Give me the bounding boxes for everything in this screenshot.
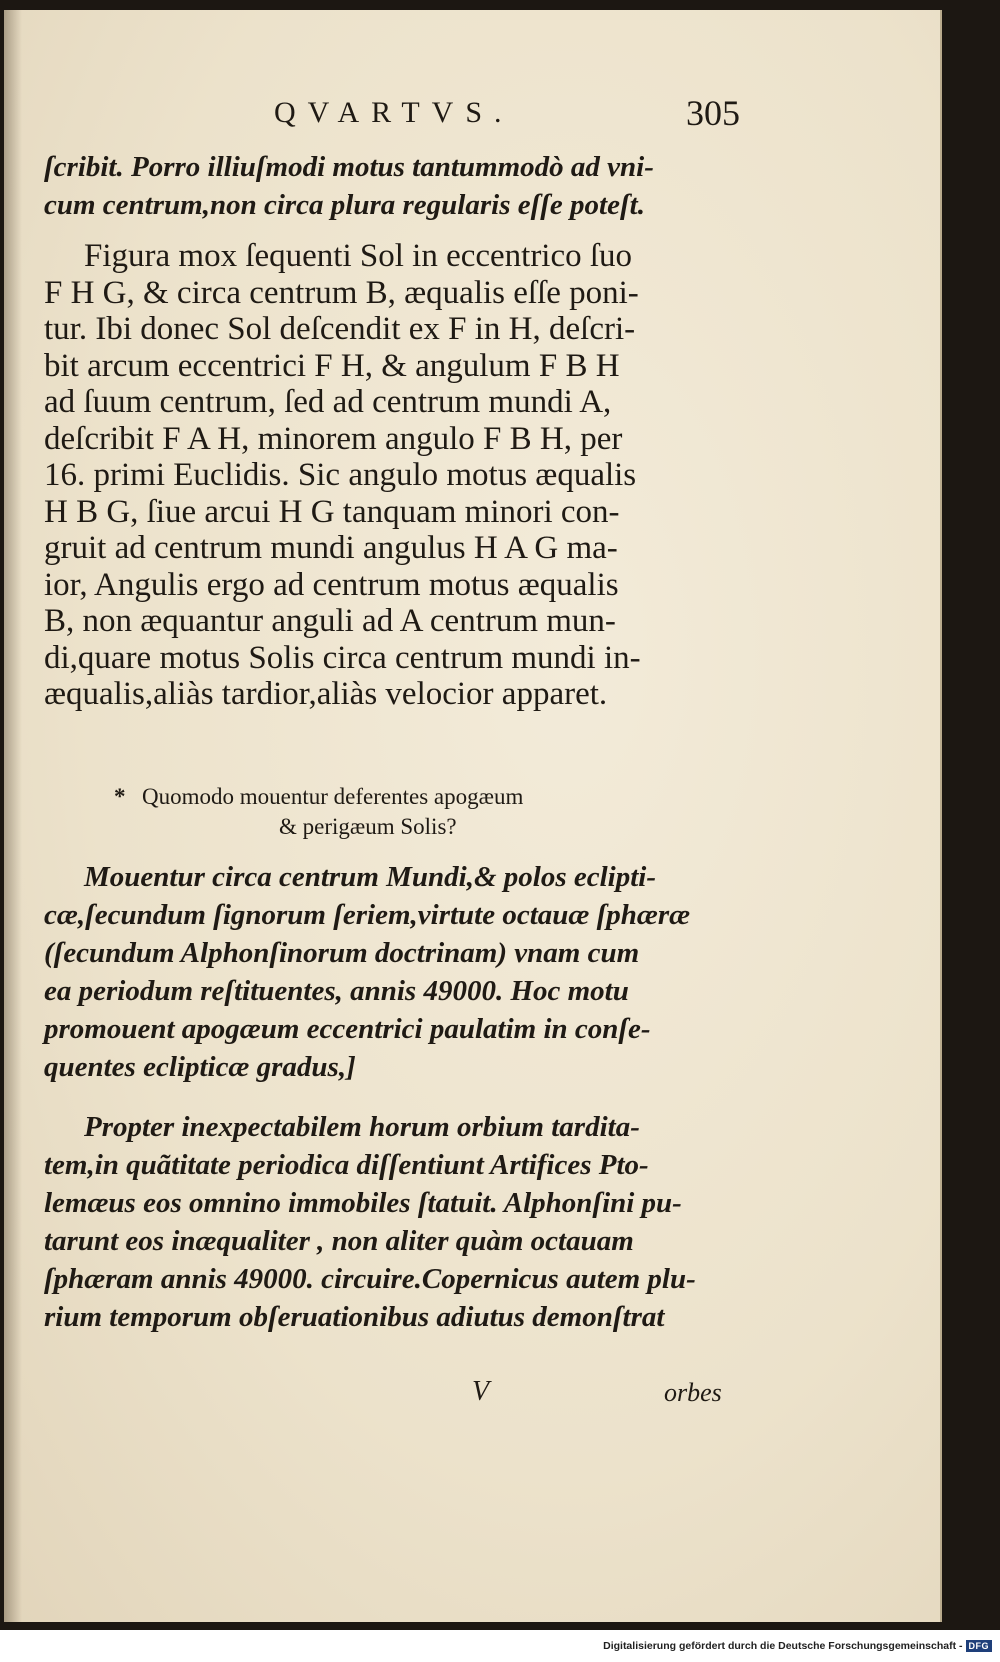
question-heading	[114, 782, 714, 842]
paragraph-2	[44, 238, 744, 713]
paragraph-3	[44, 858, 744, 1086]
credit-text: Digitalisierung gefördert durch die Deutsche Forschungsgemeinschaft -	[603, 1640, 963, 1652]
question-line-1	[114, 782, 714, 812]
text-line: H B G, ſiue arcui H G tanquam minori con-	[44, 493, 620, 530]
catchword: orbes	[664, 1378, 722, 1407]
question-text: Quomodo mouentur deferentes apogæum	[142, 784, 524, 809]
text-line: B, non æquantur anguli ad A centrum mun-	[44, 603, 616, 639]
page-number: 305	[686, 93, 740, 133]
text-line: quentes eclipticæ gradus,]	[44, 1051, 356, 1083]
text-line: Figura mox ſequenti Sol in eccentrico ſuo	[84, 238, 633, 274]
text-line: tur. Ibi donec Sol deſcendit ex F in H, deſcri-	[44, 311, 636, 347]
text-line: ad ſuum centrum, ſed ad centrum mundi A,	[44, 384, 612, 420]
page-footer	[4, 1376, 940, 1416]
signature-mark: V	[472, 1376, 490, 1407]
text-line: Mouentur circa centrum Mundi,& polos eclipti-	[84, 861, 656, 893]
running-head: QVARTVS.	[274, 96, 514, 129]
text-line: di,quare motus Solis circa centrum mundi in-	[44, 639, 641, 676]
text-line: lemæus eos omnino immobiles ſtatuit. Alphonſini pu-	[44, 1187, 682, 1219]
text-line: ſphæram annis 49000. circuire.Copernicus autem plu-	[44, 1263, 696, 1295]
text-line: ſcribit. Porro illiuſmodi motus tantummodò ad vni-	[44, 151, 654, 183]
text-line: gruit ad centrum mundi angulus H A G ma-	[44, 530, 618, 566]
text-line: cæ,ſecundum ſignorum ſeriem,virtute octauæ ſphæræ	[44, 899, 691, 931]
paragraph-4	[44, 1108, 744, 1336]
question-line-2: & perigæum Solis?	[279, 814, 457, 839]
text-line: (ſecundum Alphonſinorum doctrinam) vnam cum	[44, 937, 640, 969]
text-line: cum centrum,non circa plura regularis eſſe poteſt.	[44, 189, 645, 221]
text-line: deſcribit F A H, minorem angulo F B H, per	[44, 420, 623, 457]
text-line: Propter inexpectabilem horum orbium tardita-	[84, 1111, 640, 1143]
text-line: rium temporum obſeruationibus adiutus demonſtrat	[44, 1301, 665, 1333]
dfg-logo: DFG	[966, 1640, 993, 1652]
text-line: 16. primi Euclidis. Sic angulo motus æqualis	[44, 457, 637, 493]
text-line: ea periodum reſtituentes, annis 49000. Hoc motu	[44, 975, 629, 1007]
asterisk-marker: *	[114, 784, 126, 809]
text-line: ior, Angulis ergo ad centrum motus æqualis	[44, 566, 619, 603]
paragraph-1	[44, 148, 744, 224]
text-line: promouent apogæum eccentrici paulatim in conſe-	[44, 1013, 651, 1045]
book-page	[4, 10, 942, 1622]
page-header	[4, 93, 940, 140]
text-line: tarunt eos inæqualiter , non aliter quàm octauam	[44, 1225, 634, 1257]
digitization-credit	[603, 1640, 992, 1652]
text-line: bit arcum eccentrici F H, & angulum F B H	[44, 347, 620, 384]
text-line: F H G, & circa centrum B, æqualis eſſe poni-	[44, 274, 639, 311]
text-line: tem,in quãtitate periodica diſſentiunt Artifices Pto-	[44, 1149, 649, 1181]
text-line: æqualis,aliàs tardior,aliàs velocior apparet.	[44, 676, 608, 712]
